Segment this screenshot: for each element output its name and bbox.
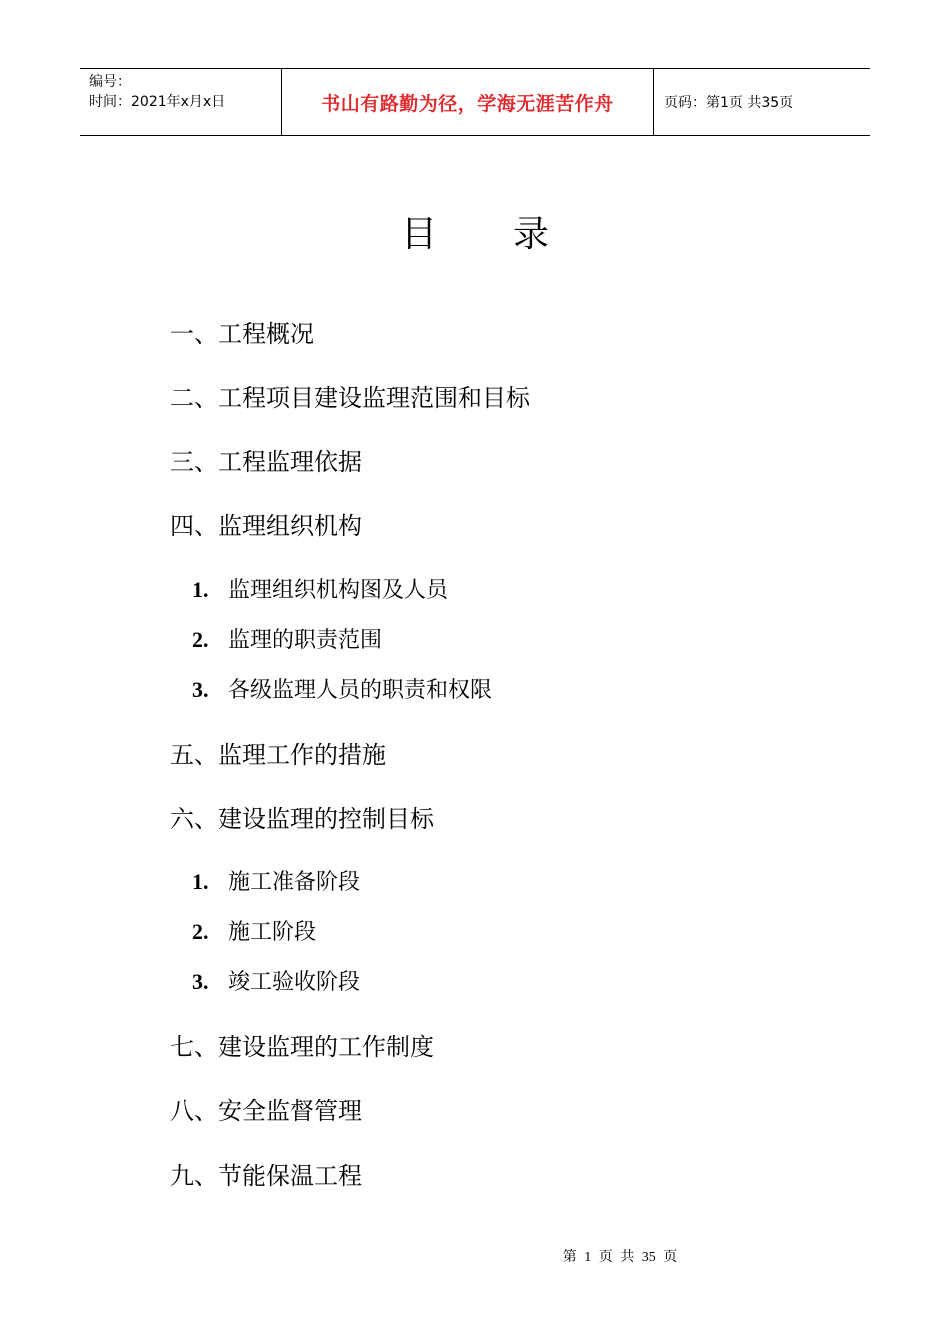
document-time-label: 时间：2021年x月x日 — [89, 94, 226, 110]
toc-subsection-4-3 — [192, 675, 492, 706]
toc-subsection-6-2 — [192, 917, 316, 948]
toc-section-3: 三、工程监理依据 — [170, 448, 362, 476]
toc-subsection-label: 各级监理人员的职责和权限 — [228, 678, 493, 703]
toc-subsection-6-1 — [192, 867, 360, 898]
toc-section-7: 七、建设监理的工作制度 — [170, 1033, 434, 1061]
header-meta — [80, 69, 282, 135]
page-footer: 第 1 页 共 35 页 — [562, 1250, 678, 1265]
toc-subsection-number: 1. — [192, 577, 209, 602]
toc-section-8: 八、安全监督管理 — [170, 1097, 362, 1125]
toc-section-2: 二、工程项目建设监理范围和目标 — [170, 384, 530, 412]
header-motto-cell — [282, 69, 654, 135]
toc-section-6: 六、建设监理的控制目标 — [170, 805, 434, 833]
header-page-info: 页码：第1页 共35页 — [664, 95, 794, 111]
toc-subsection-number: 1. — [192, 869, 209, 894]
toc-subsection-number: 2. — [192, 919, 209, 944]
page-header — [80, 68, 870, 136]
page-title: 目录 — [400, 214, 625, 255]
toc-section-1: 一、工程概况 — [170, 320, 314, 348]
toc-subsection-label: 竣工验收阶段 — [228, 970, 361, 995]
toc-subsection-label: 施工准备阶段 — [228, 870, 361, 895]
document-number-label: 编号： — [89, 74, 131, 90]
toc-subsection-4-1 — [192, 575, 448, 606]
toc-subsection-6-3 — [192, 967, 360, 998]
toc-subsection-label: 监理的职责范围 — [228, 628, 383, 653]
toc-subsection-4-2 — [192, 625, 382, 656]
toc-subsection-label: 施工阶段 — [228, 920, 317, 945]
toc-section-9: 九、节能保温工程 — [170, 1162, 362, 1190]
toc-section-4: 四、监理组织机构 — [170, 512, 362, 540]
header-motto: 书山有路勤为径，学海无涯苦作舟 — [321, 92, 614, 115]
toc-subsection-number: 3. — [192, 969, 209, 994]
toc-subsection-number: 2. — [192, 627, 209, 652]
toc-subsection-number: 3. — [192, 677, 209, 702]
toc-subsection-label: 监理组织机构图及人员 — [228, 578, 449, 603]
toc-section-5: 五、监理工作的措施 — [170, 741, 386, 769]
